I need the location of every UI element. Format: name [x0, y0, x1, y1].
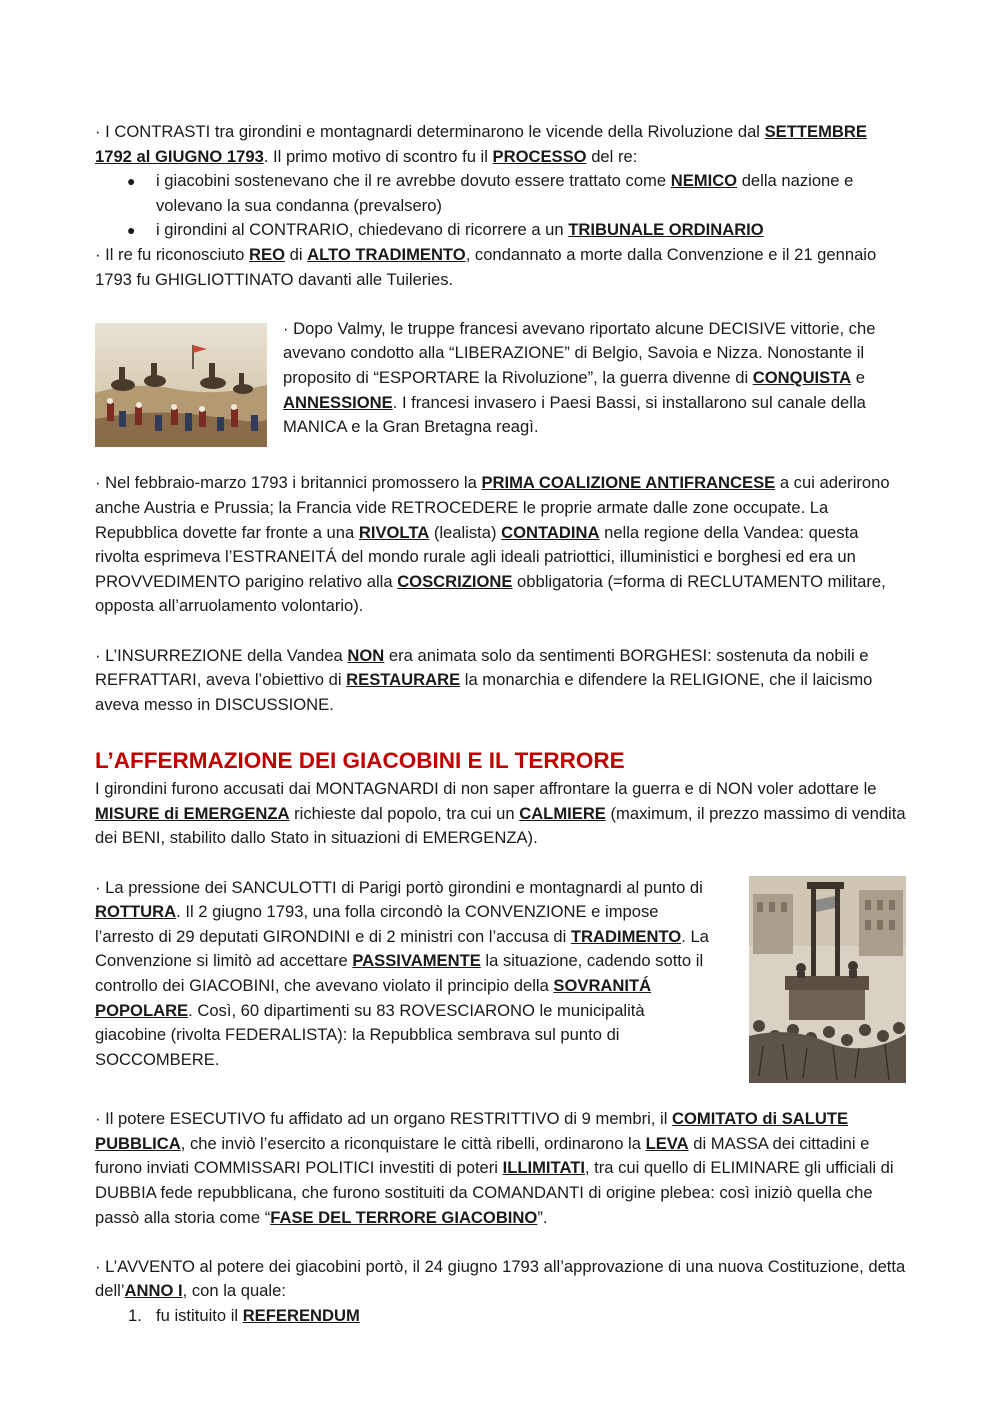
term-fase-terrore: FASE DEL TERRORE GIACOBINO: [270, 1207, 538, 1227]
term-reo: REO: [249, 244, 285, 264]
paragraph-re: · Il re fu riconosciuto REO di ALTO TRADIMENTO, condannato a morte dalla Convenzione e il 21 gennaio 1793 fu GHIGLIOTTINATO davanti alle Tuileries.: [95, 244, 877, 289]
list-item: ● i giacobini sostenevano che il re avrebbe dovuto essere trattato come NEMICO della nazione e volevano la sua condanna (prevalsero): [127, 171, 854, 215]
term-contadina: CONTADINA: [501, 522, 600, 542]
paragraph-vandea: · L’INSURREZIONE della Vandea NON era animata solo da sentimenti BORGHESI: sostenuta da nobili e REFRATTARI, aveva l’obiettivo di RESTAURARE la monarchia e difendere la RELIGIONE, che il laicismo aveva messo in DISCUSSIONE.: [95, 645, 873, 714]
term-processo: PROCESSO: [492, 146, 587, 166]
term-rottura: ROTTURA: [95, 902, 177, 922]
list-item: ● i girondini al CONTRARIO, chiedevano di ricorrere a un TRIBUNALE ORDINARIO: [95, 218, 906, 243]
term-illimitati: ILLIMITATI: [502, 1158, 585, 1178]
guillotine-engraving-image: [749, 876, 906, 1083]
term-calmiere: CALMIERE: [519, 803, 606, 823]
term-conquista: CONQUISTA: [752, 367, 852, 387]
term-coscrizione: COSCRIZIONE: [397, 571, 513, 591]
term-nemico: NEMICO: [670, 171, 738, 191]
term-misure-emergenza: MISURE di EMERGENZA: [95, 803, 290, 823]
term-sovranita-popolare: SOVRANITÁ POPOLARE: [95, 976, 652, 1020]
paragraph-girondini: I girondini furono accusati dai MONTAGNARDI di non saper affrontare la guerra e di NON voler adottare le MISURE di EMERGENZA richieste dal popolo, tra cui un CALMIERE (maximum, il prezzo massimo di vendita dei BENI, stabilito dallo Stato in situazioni di EMERGENZA).: [95, 779, 906, 848]
term-passivamente: PASSIVAMENTE: [352, 951, 481, 971]
paragraph-coalizione: · Nel febbraio-marzo 1793 i britannici promossero la PRIMA COALIZIONE ANTIFRANCESE a cui aderirono anche Austria e Prussia; la Francia vide RETROCEDERE le proprie armate dalle zone occupate. La Repubblica dovette far fronte a una RIVOLTA (lealista) CONTADINA nella regione della Vandea: questa rivolta esprimeva l’ESTRANEITÁ del mondo rurale agli ideali patriottici, illuministici e borghesi ed era un PROVVEDIMENTO parigino relativo alla COSCRIZIONE obbligatoria (=forma di RECLUTAMENTO militare, opposta all’arruolamento volontario).: [95, 473, 890, 616]
term-rivolta: RIVOLTA: [358, 522, 430, 542]
list-item: 1. fu istituito il REFERENDUM: [95, 1304, 906, 1329]
term-prima-coalizione: PRIMA COALIZIONE ANTIFRANCESE: [481, 473, 776, 493]
bullet-list: [95, 169, 906, 243]
bullet-icon: ●: [127, 173, 136, 190]
bullet-icon: ●: [127, 222, 136, 239]
term-anno-i: ANNO I: [124, 1281, 183, 1301]
term-annessione: ANNESSIONE: [283, 392, 393, 412]
paragraph-valmy: · Dopo Valmy, le truppe francesi avevano riportato alcune DECISIVE vittorie, che avevano condotto alla “LIBERAZIONE” di Belgio, Savoia e Nizza. Nonostante il proposito di “ESPORTARE la Rivoluzione”, la guerra divenne di CONQUISTA e ANNESSIONE. I francesi invasero i Paesi Bassi, si installarono sul canale della MANICA e la Gran Bretagna reagì.: [283, 318, 876, 437]
paragraph-sanculotti: · La pressione dei SANCULOTTI di Parigi portò girondini e montagnardi al punto di ROTTURA. Il 2 giugno 1793, una folla circondò la CONVENZIONE e impose l’arresto di 29 deputati GIRONDINI e di 2 ministri con l’accusa di TRADIMENTO. La Convenzione si limitò ad accettare PASSIVAMENTE la situazione, cadendo sotto il controllo dei GIACOBINI, che avevano violato il principio della SOVRANITÁ POPOLARE. Così, 60 dipartimenti su 83 ROVESCIARONO le municipalità giacobine (rivolta FEDERALISTA): la Repubblica sembrava sul punto di SOCCOMBERE.: [95, 877, 709, 1069]
section-heading: L’AFFERMAZIONE DEI GIACOBINI E IL TERRORE: [95, 748, 625, 774]
term-comitato-salute-pubblica: COMITATO di SALUTE PUBBLICA: [95, 1109, 849, 1153]
term-referendum: REFERENDUM: [242, 1306, 360, 1325]
term-period: SETTEMBRE 1792 al GIUGNO 1793: [95, 122, 867, 166]
term-restaurare: RESTAURARE: [346, 670, 461, 690]
term-leva: LEVA: [645, 1133, 689, 1153]
list-number: 1.: [128, 1306, 142, 1325]
numbered-list: [95, 1304, 906, 1329]
term-tradimento: TRADIMENTO: [570, 926, 682, 946]
paragraph-comitato: · Il potere ESECUTIVO fu affidato ad un organo RESTRITTIVO di 9 membri, il COMITATO di SALUTE PUBBLICA, che inviò l’esercito a riconquistare le città ribelli, ordinarono la LEVA di MASSA dei cittadini e furono inviati COMMISSARI POLITICI investiti di poteri ILLIMITATI, tra cui quello di ELIMINARE gli ufficiali di DUBBIA fede repubblicana, che furono sostituiti da COMANDANTI di origine plebea: così iniziò quella che passò alla storia come “FASE DEL TERRORE GIACOBINO”.: [95, 1109, 894, 1227]
paragraph-costituzione: · L’AVVENTO al potere dei giacobini portò, il 24 giugno 1793 all’approvazione di una nuova Costituzione, detta dell’ANNO I, con la quale:: [95, 1256, 906, 1301]
term-alto-tradimento: ALTO TRADIMENTO: [307, 244, 466, 264]
term-tribunale: TRIBUNALE ORDINARIO: [568, 220, 764, 240]
battle-painting-image: [95, 323, 267, 447]
term-non: NON: [347, 645, 385, 665]
paragraph-contrasti: · I CONTRASTI tra girondini e montagnardi determinarono le vicende della Rivoluzione dal SETTEMBRE 1792 al GIUGNO 1793. Il primo motivo di scontro fu il PROCESSO del re:: [95, 122, 867, 166]
